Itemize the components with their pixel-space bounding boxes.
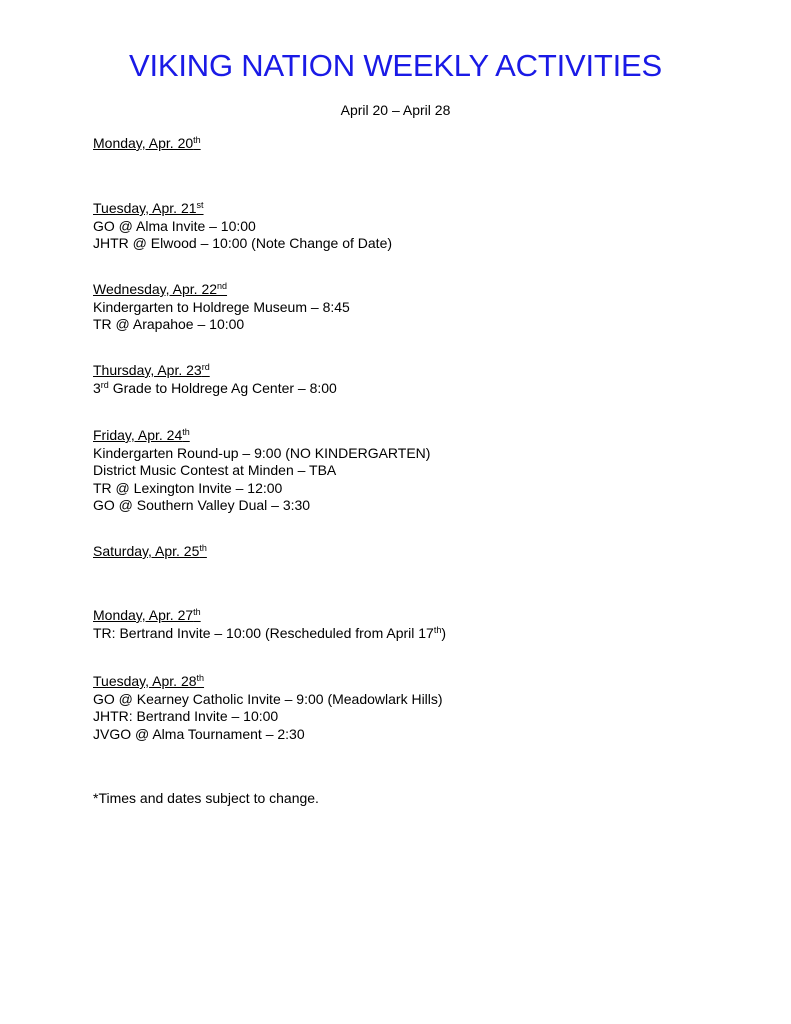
day-tuesday-apr-21 — [93, 200, 392, 253]
day-monday-apr-27 — [93, 607, 446, 642]
day-heading: Wednesday, Apr. 22nd — [93, 281, 228, 297]
activity-item: 3rd Grade to Holdrege Ag Center – 8:00 — [93, 379, 337, 396]
day-heading: Monday, Apr. 27th — [93, 607, 201, 623]
day-heading: Thursday, Apr. 23rd — [93, 362, 210, 378]
day-wednesday-apr-22 — [93, 281, 350, 334]
day-heading: Tuesday, Apr. 28th — [93, 673, 205, 689]
day-heading: Monday, Apr. 20th — [93, 135, 201, 151]
activity-item: TR @ Lexington Invite – 12:00 — [93, 479, 283, 496]
day-heading: Tuesday, Apr. 21st — [93, 200, 204, 216]
day-tuesday-apr-28 — [93, 673, 443, 743]
activity-item: TR: Bertrand Invite – 10:00 (Rescheduled from April 17th) — [93, 624, 447, 641]
activity-item: Kindergarten Round-up – 9:00 (NO KINDERGARTEN) — [93, 444, 431, 461]
day-thursday-apr-23 — [93, 362, 337, 397]
activity-item: JVGO @ Alma Tournament – 2:30 — [93, 725, 305, 742]
date-range: April 20 – April 28 — [340, 102, 451, 118]
day-heading: Saturday, Apr. 25th — [93, 543, 207, 559]
activity-item: GO @ Alma Invite – 10:00 — [93, 217, 256, 234]
activity-item: GO @ Kearney Catholic Invite – 9:00 (Meadowlark Hills) — [93, 690, 443, 707]
day-friday-apr-24 — [93, 427, 430, 515]
footnote: *Times and dates subject to change. — [93, 790, 319, 806]
activity-item: JHTR: Bertrand Invite – 10:00 — [93, 708, 279, 724]
activity-item: TR @ Arapahoe – 10:00 — [93, 316, 245, 332]
day-heading: Friday, Apr. 24th — [93, 427, 190, 443]
activity-item: District Music Contest at Minden – TBA — [93, 462, 337, 478]
activity-item: JHTR @ Elwood – 10:00 (Note Change of Date) — [93, 235, 393, 251]
day-saturday-apr-25 — [93, 543, 207, 561]
day-monday-apr-20 — [93, 135, 201, 153]
activity-item: GO @ Southern Valley Dual – 3:30 — [93, 497, 311, 513]
page-title: VIKING NATION WEEKLY ACTIVITIES — [129, 48, 662, 83]
activity-item: Kindergarten to Holdrege Museum – 8:45 — [93, 298, 350, 315]
